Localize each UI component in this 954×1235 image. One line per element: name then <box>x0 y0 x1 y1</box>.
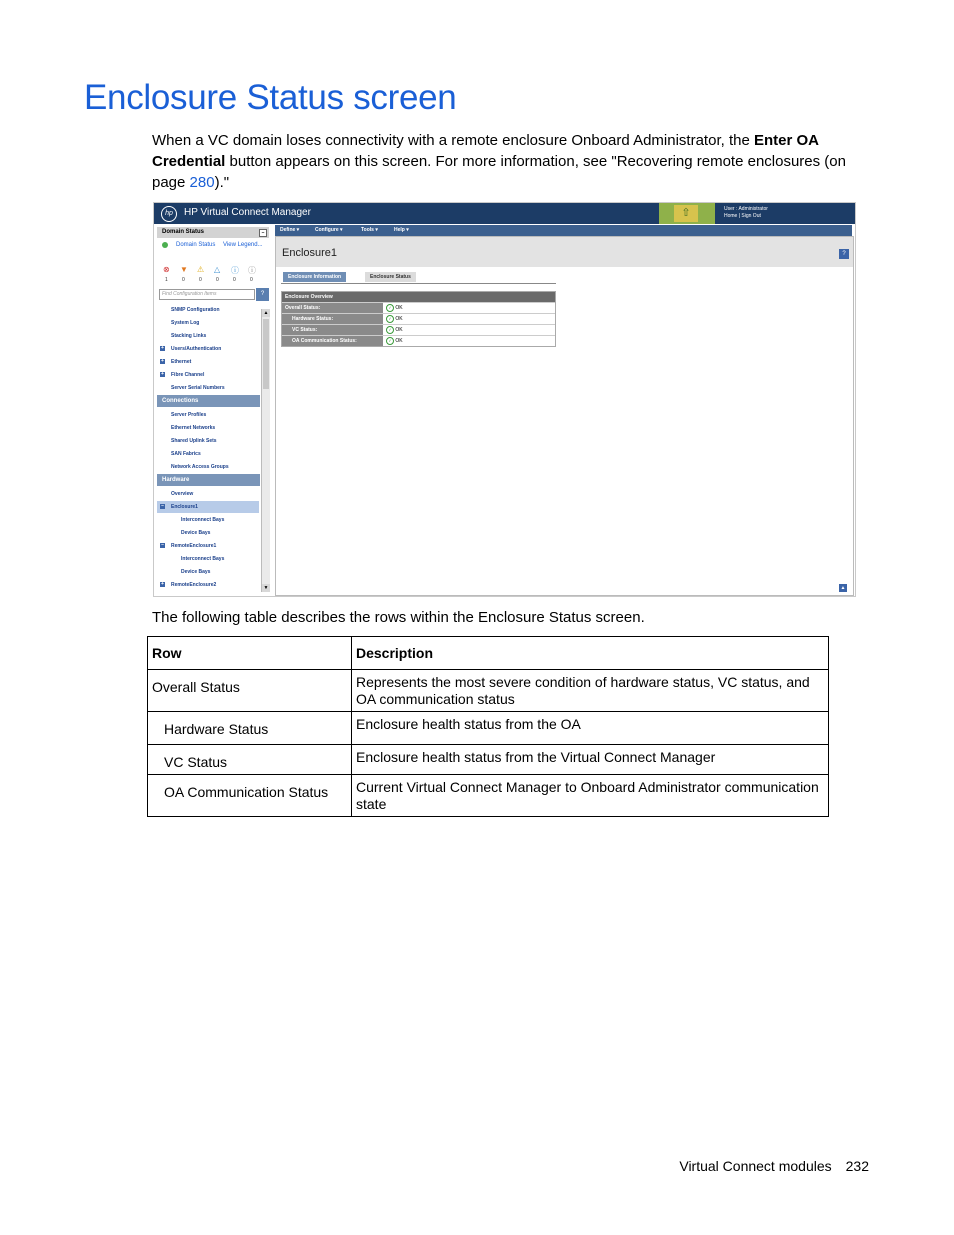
user-label: User : Administrator <box>724 206 768 212</box>
table-header-row <box>148 637 829 670</box>
enclosure-overview-table <box>281 291 556 347</box>
table-row <box>148 745 829 775</box>
hp-logo: hp <box>161 206 177 222</box>
row-name: VC Status <box>148 745 352 775</box>
row-value: ✓ OK <box>386 314 403 324</box>
intro-text-1: When a VC domain loses connectivity with a remote enclosure Onboard Administrator, the <box>152 132 754 149</box>
overview-row-overall <box>282 302 555 313</box>
nav-device-bays[interactable]: Device Bays <box>181 530 211 536</box>
scroll-top-icon[interactable]: ▲ <box>840 585 846 591</box>
menu-help[interactable]: Help ▾ <box>394 227 409 233</box>
table-caption: The following table describes the rows within the Enclosure Status screen. <box>152 609 645 626</box>
nav-system-log[interactable]: System Log <box>171 320 200 326</box>
nav-remote-enclosure2[interactable]: + RemoteEnclosure2 <box>161 581 217 588</box>
sidebar-scrollbar[interactable] <box>261 309 270 592</box>
ok-check-icon: ✓ <box>386 304 394 312</box>
status-icon-row <box>163 265 263 285</box>
sidebar <box>157 227 269 592</box>
overview-row-vc <box>282 324 555 335</box>
app-header-bar <box>154 203 855 224</box>
count-info: 0 <box>233 277 236 283</box>
count-warning: 0 <box>199 277 202 283</box>
row-description: Represents the most severe condition of hardware status, VC status, and OA communication status <box>352 670 829 712</box>
content-header <box>276 237 853 267</box>
warning-icon: ⚠ <box>197 265 205 274</box>
nav-server-serial-numbers[interactable]: Server Serial Numbers <box>171 385 225 391</box>
expand-icon[interactable]: + <box>161 371 164 377</box>
nav-ethernet[interactable]: + Ethernet <box>161 358 192 365</box>
overview-header: Enclosure Overview <box>282 292 555 302</box>
row-value: ✓ OK <box>386 336 403 346</box>
row-name: OA Communication Status <box>148 775 352 817</box>
nav-interconnect-bays[interactable]: Interconnect Bays <box>181 517 225 523</box>
enclosure-status-screenshot <box>153 202 856 597</box>
nav-section-connections[interactable]: Connections <box>157 395 260 407</box>
collapse-tree-icon[interactable]: – <box>161 503 164 509</box>
scroll-thumb[interactable] <box>263 319 269 389</box>
nav-device-bays-remote[interactable]: Device Bays <box>181 569 211 575</box>
tab-enclosure-status[interactable]: Enclosure Status <box>365 272 416 282</box>
domain-status-link[interactable]: Domain Status <box>176 242 216 248</box>
page-title: Enclosure Status screen <box>84 78 457 117</box>
row-description: Enclosure health status from the OA <box>352 712 829 745</box>
count-critical: 1 <box>165 277 168 283</box>
row-name: Hardware Status <box>148 712 352 745</box>
menu-configure[interactable]: Configure ▾ <box>315 227 343 233</box>
home-arrow-icon[interactable]: ⇧ <box>674 205 698 222</box>
nav-enclosure1[interactable]: – Enclosure1 <box>157 501 259 513</box>
count-unknown: 0 <box>250 277 253 283</box>
row-label: OA Communication Status: <box>282 336 383 346</box>
page-number: 232 <box>845 1158 869 1174</box>
nav-ethernet-networks[interactable]: Ethernet Networks <box>171 425 216 431</box>
collapse-icon[interactable]: – <box>259 229 267 237</box>
page-reference-link[interactable]: 280 <box>189 174 215 191</box>
nav-overview[interactable]: Overview <box>171 491 194 497</box>
tab-divider <box>281 283 556 284</box>
minor-icon: △ <box>214 265 221 274</box>
nav-interconnect-bays-remote[interactable]: Interconnect Bays <box>181 556 225 562</box>
row-value: ✓ OK <box>386 303 403 313</box>
header-row: Row <box>148 637 352 670</box>
row-value: ✓ OK <box>386 325 403 335</box>
nav-snmp-configuration[interactable]: SNMP Configuration <box>171 307 220 313</box>
nav-section-hardware[interactable]: Hardware <box>157 474 260 486</box>
content-panel <box>275 236 854 596</box>
domain-status-header-label: Domain Status <box>162 229 205 235</box>
page-footer <box>679 1158 869 1174</box>
nav-server-profiles[interactable]: Server Profiles <box>171 412 207 418</box>
view-legend-link[interactable]: View Legend... <box>223 242 263 248</box>
row-description: Current Virtual Connect Manager to Onboard Administrator communication state <box>352 775 829 817</box>
row-label: Hardware Status: <box>282 314 383 324</box>
scroll-down-icon[interactable]: ▼ <box>263 585 269 591</box>
collapse-tree-icon[interactable]: – <box>161 542 164 548</box>
find-configuration-input[interactable]: Find Configuration Items <box>159 289 255 300</box>
nav-remote-enclosure1[interactable]: – RemoteEnclosure1 <box>161 542 217 549</box>
ok-check-icon: ✓ <box>386 326 394 334</box>
critical-icon: ⊗ <box>163 265 170 274</box>
help-icon[interactable]: ? <box>839 249 849 259</box>
row-description-table <box>147 636 829 817</box>
count-minor: 0 <box>216 277 219 283</box>
table-row <box>148 670 829 712</box>
footer-section: Virtual Connect modules <box>679 1158 832 1174</box>
ok-status-icon <box>162 242 168 248</box>
ok-check-icon: ✓ <box>386 337 394 345</box>
find-help-button[interactable]: ? <box>256 288 269 301</box>
unknown-icon: ⓘ <box>248 266 256 275</box>
scroll-up-icon[interactable]: ▲ <box>263 310 269 316</box>
nav-fibre-channel[interactable]: + Fibre Channel <box>161 371 205 378</box>
expand-icon[interactable]: + <box>161 581 164 587</box>
table-row <box>148 775 829 817</box>
home-signout-links[interactable]: Home | Sign Out <box>724 213 761 219</box>
expand-icon[interactable]: + <box>161 345 164 351</box>
nav-stacking-links[interactable]: Stacking Links <box>171 333 207 339</box>
info-icon: ⓘ <box>231 266 239 275</box>
intro-paragraph <box>152 130 874 193</box>
tab-enclosure-information[interactable]: Enclosure Information <box>283 272 346 282</box>
row-label: Overall Status: <box>282 303 383 313</box>
menu-bar <box>275 225 852 236</box>
row-name: Overall Status <box>148 670 352 712</box>
ok-check-icon: ✓ <box>386 315 394 323</box>
table-row <box>148 712 829 745</box>
nav-network-access-groups[interactable]: Network Access Groups <box>171 464 229 470</box>
nav-users-authentication[interactable]: + Users/Authentication <box>161 345 222 352</box>
nav-san-fabrics[interactable]: SAN Fabrics <box>171 451 201 457</box>
app-title: HP Virtual Connect Manager <box>184 207 311 218</box>
nav-shared-uplink-sets[interactable]: Shared Uplink Sets <box>171 438 217 444</box>
user-info <box>724 206 768 220</box>
overview-row-hardware <box>282 313 555 324</box>
menu-define[interactable]: Define ▾ <box>280 227 300 233</box>
domain-status-header <box>157 227 269 238</box>
overview-row-oa-communication <box>282 335 555 346</box>
row-description: Enclosure health status from the Virtual Connect Manager <box>352 745 829 775</box>
expand-icon[interactable]: + <box>161 358 164 364</box>
intro-text-2: button appears on this screen. For more information, see "Recovering remote enclosures (on page <box>152 153 846 191</box>
count-major: 0 <box>182 277 185 283</box>
intro-text-3: )." <box>214 174 230 191</box>
enclosure-title: Enclosure1 <box>282 247 338 259</box>
intro-bold-button-name: Enter OA Credential <box>152 132 819 170</box>
row-label: VC Status: <box>282 325 383 335</box>
header-description: Description <box>352 637 829 670</box>
menu-tools[interactable]: Tools ▾ <box>361 227 378 233</box>
major-icon: ▼ <box>180 265 188 274</box>
